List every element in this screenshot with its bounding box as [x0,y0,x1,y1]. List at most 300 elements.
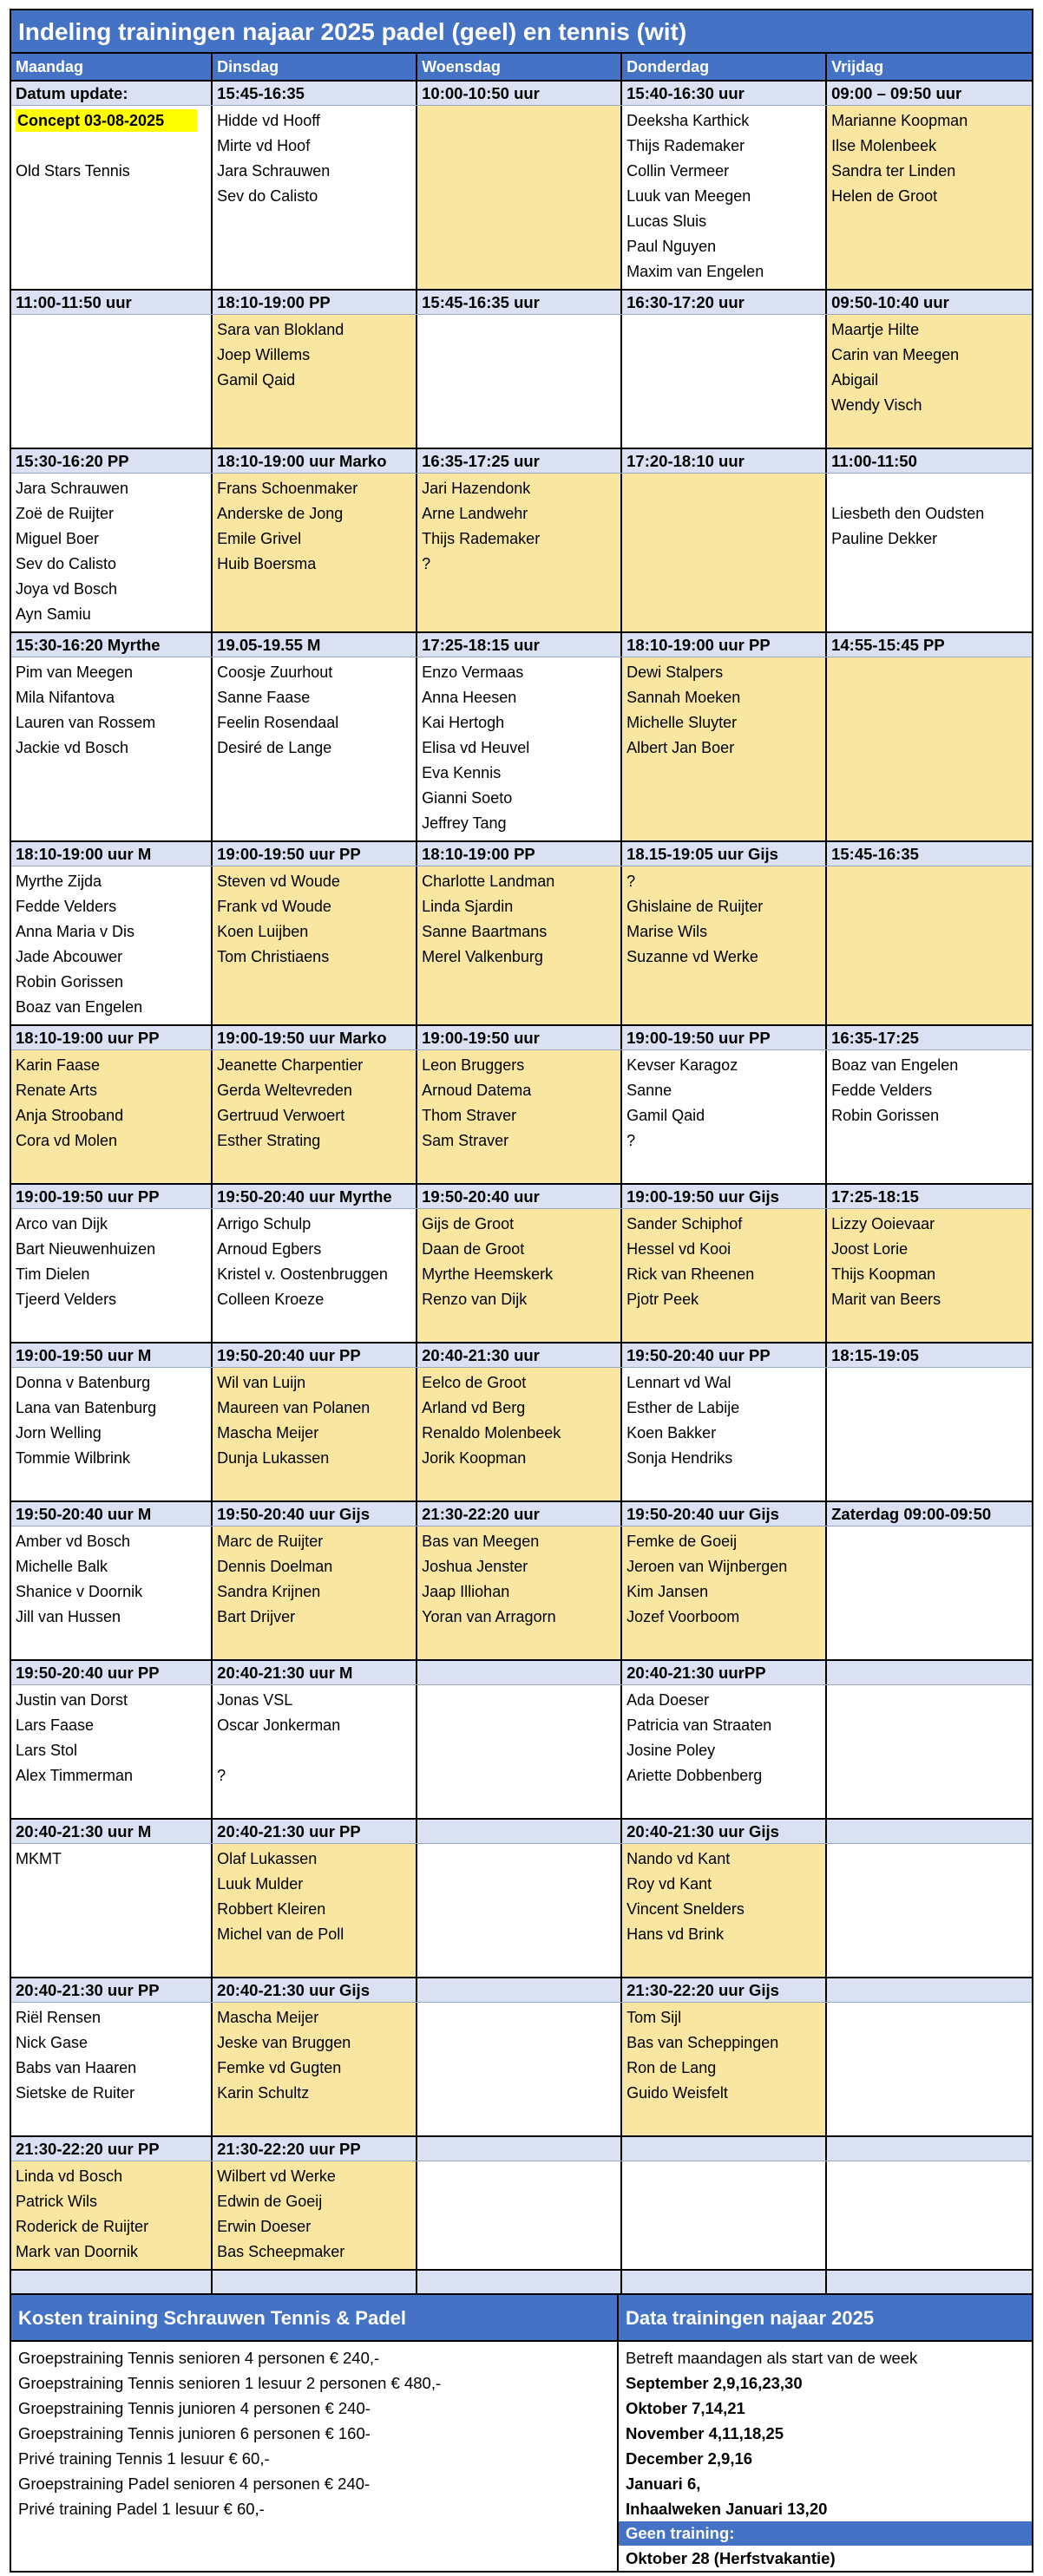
participant-name: Jari Hazendonk [422,480,531,497]
participant-name: Vincent Snelders [626,1900,745,1918]
slot-participants-dinsdag [213,866,417,1024]
participant-name: Boaz van Engelen [831,1056,959,1074]
participant-name: Dunja Lukassen [217,1449,330,1467]
participant-name: Sandra ter Linden [831,162,956,180]
participant-name: Carin van Meegen [831,346,960,363]
participant-name: Joshua Jenster [422,1558,528,1575]
slot-time-label: 18:15-19:05 [831,1346,919,1364]
participant-name: Boaz van Engelen [16,998,143,1016]
participant-name: Sam Straver [422,1132,509,1149]
slot-time-label: 21:30-22:20 uur Gijs [622,1978,827,2002]
slot-time-label: 15:45-16:35 uur [417,291,622,314]
time-block [11,1820,1032,1978]
date-list [619,2370,1032,2521]
participant-name: Sietske de Ruiter [16,2084,135,2102]
participant-name: Jonas VSL [217,1691,293,1709]
kosten-line: Privé training Tennis 1 lesuur € 60,- [18,2449,270,2468]
participant-name: Jackie vd Bosch [16,739,129,756]
slot-time-label: Datum update: [11,82,213,105]
time-block-header-row [11,633,1032,657]
participant-name: Cora vd Molen [16,1132,118,1149]
training-date-line: September 2,9,16,23,30 [626,2374,803,2392]
participant-name: Robin Gorissen [831,1107,940,1124]
participant-name: Suzanne vd Werke [626,948,758,965]
participant-name: Bas van Scheppingen [626,2034,779,2051]
participant-name: ? [626,1132,636,1149]
slot-participants-maandag [11,1685,213,1818]
participant-name: Fedde Velders [831,1082,933,1099]
participant-name: Joost Lorie [831,1240,909,1258]
slot-participants-woensdag [417,474,622,631]
participant-name: Arco van Dijk [16,1215,108,1232]
slot-time-label: 19:50-20:40 uur PP [11,1661,213,1684]
training-date-line: November 4,11,18,25 [626,2424,784,2442]
participant-name: Thijs Koopman [831,1265,936,1283]
participant-name: Myrthe Zijda [16,873,102,890]
time-block [11,1026,1032,1185]
slot-participants-donderdag [622,1527,827,1659]
slot-time-label: 20:40-21:30 uur PP [213,1820,417,1843]
participant-name: Arne Landwehr [422,505,528,522]
slot-time-label [827,1661,1032,1684]
slot-time-label [622,2137,827,2161]
participant-name: Wendy Visch [831,396,922,414]
slot-participants-vrijdag [827,866,1032,1024]
slot-participants-dinsdag [213,1685,417,1818]
slot-time-label [417,1820,622,1843]
participant-name: Robbert Kleiren [217,1900,326,1918]
participant-name: Luuk van Meegen [626,187,751,205]
participant-name: Marit van Beers [831,1291,941,1308]
time-block-body-row [11,1527,1032,1659]
participant-name: Linda vd Bosch [16,2167,123,2185]
slot-participants-woensdag [417,1209,622,1342]
slot-participants-dinsdag [213,2003,417,2135]
participant-name: Kim Jansen [626,1583,709,1600]
participant-name: Ilse Molenbeek [831,137,937,154]
participant-name: Thijs Rademaker [626,137,745,154]
slot-time-label: 15:45-16:35 [831,845,919,863]
slot-participants-woensdag [417,1527,622,1659]
slot-time-label: 11:00-11:50 [831,452,917,470]
slot-participants-vrijdag [827,1685,1032,1818]
slot-participants-vrijdag [827,1209,1032,1342]
participant-name: Lizzy Ooievaar [831,1215,935,1232]
slot-participants-woensdag [417,657,622,840]
geen-training-label: Geen training: [619,2521,1032,2546]
time-block-body-row [11,866,1032,1024]
time-block-body-row [11,1368,1032,1500]
participant-name: Josine Poley [626,1742,716,1759]
participant-name: Lars Faase [16,1716,95,1734]
participant-name: Desiré de Lange [217,739,332,756]
slot-participants-donderdag [622,474,827,631]
participant-name: Karin Faase [16,1056,101,1074]
participant-name: Ada Doeser [626,1691,710,1709]
slot-time-label: 19:50-20:40 uur PP [622,1344,827,1367]
participant-name: Jozef Voorboom [626,1608,740,1625]
participant-name: Femke vd Gugten [217,2059,342,2076]
participant-name: Roy vd Kant [626,1875,712,1893]
participant-name: Bart Nieuwenhuizen [16,1240,156,1258]
slot-participants-donderdag [622,1209,827,1342]
slot-participants-woensdag [417,866,622,1024]
time-block-body-row [11,1685,1032,1818]
participant-name: Liesbeth den Oudsten [831,505,985,522]
day-header-row [11,54,1032,82]
slot-participants-maandag [11,1527,213,1659]
spacer-row [11,2271,1032,2295]
kosten-line: Groepstraining Padel senioren 4 personen € 240- [18,2475,371,2493]
participant-name: Jara Schrauwen [16,480,129,497]
participant-name: Erwin Doeser [217,2218,312,2235]
participant-name: Sander Schiphof [626,1215,743,1232]
slot-time-label: 16:35-17:25 [831,1029,919,1047]
participant-name: Frans Schoenmaker [217,480,358,497]
participant-name: Tjeerd Velders [16,1291,117,1308]
participant-name: Steven vd Woude [217,873,340,890]
participant-name: Edwin de Goeij [217,2193,323,2210]
slot-time-label: 19:00-19:50 uur Gijs [622,1185,827,1208]
participant-name: Esther Strating [217,1132,321,1149]
slot-time-label: 17:25-18:15 [831,1187,919,1206]
time-block-header-row [11,291,1032,315]
participant-name: Jeanette Charpentier [217,1056,364,1074]
participant-name: Marc de Ruijter [217,1533,324,1550]
slot-time-label: 20:40-21:30 uur PP [11,1978,213,2002]
participant-name: MKMT [16,1850,62,1867]
day-header-woensdag: Woensdag [417,54,622,80]
participant-name: Old Stars Tennis [16,162,130,180]
slot-participants-donderdag [622,2161,827,2269]
time-block-body-row [11,474,1032,631]
time-block-body-row [11,657,1032,840]
slot-participants-dinsdag [213,474,417,631]
slot-participants-woensdag [417,2003,622,2135]
participant-name: Lana van Batenburg [16,1399,157,1416]
participant-name: Alex Timmerman [16,1767,134,1784]
participant-name: Sandra Krijnen [217,1583,321,1600]
slot-participants-maandag [11,866,213,1024]
participant-name: Michel van de Poll [217,1925,344,1943]
participant-name: Tom Sijl [626,2009,682,2026]
slot-time-label: 19:00-19:50 uur PP [213,842,417,866]
slot-time-label: 19:50-20:40 uur Gijs [622,1502,827,1526]
participant-name: Arrigo Schulp [217,1215,312,1232]
time-block-body-row [11,1844,1032,1977]
kosten-line: Groepstraining Tennis senioren 1 lesuur 2 personen € 480,- [18,2374,442,2392]
data-trainingen-title: Data trainingen najaar 2025 [619,2295,1032,2342]
participant-name: Jaap Illiohan [422,1583,510,1600]
participant-name: Ron de Lang [626,2059,717,2076]
slot-participants-donderdag [622,1685,827,1818]
participant-name: Helen de Groot [831,187,938,205]
slot-time-label: 20:40-21:30 uur Gijs [213,1978,417,2002]
participant-name: Shanice v Doornik [16,1583,143,1600]
kosten-section [11,2295,619,2571]
participant-name: Gamil Qaid [626,1107,705,1124]
participant-name: Colleen Kroeze [217,1291,325,1308]
spacer-cell [827,2271,1032,2293]
day-header-dinsdag: Dinsdag [213,54,417,80]
participant-name: Kevser Karagoz [626,1056,738,1074]
slot-participants-donderdag [622,1050,827,1183]
slot-participants-woensdag [417,106,622,289]
participant-name: Nando vd Kant [626,1850,731,1867]
bottom-section [11,2295,1032,2571]
participant-name: Jade Abcouwer [16,948,123,965]
participant-name: Wilbert vd Werke [217,2167,336,2185]
participant-name: Ayn Samiu [16,605,91,623]
slot-time-label: 18:10-19:00 uur PP [11,1026,213,1049]
slot-participants-maandag [11,106,213,289]
slot-time-label: 18.15-19:05 uur Gijs [622,842,827,866]
participant-name: Thijs Rademaker [422,530,541,547]
slot-participants-maandag [11,2161,213,2269]
participant-name: Linda Sjardin [422,898,514,915]
slot-time-label [417,1978,622,2002]
participant-name: Jara Schrauwen [217,162,331,180]
participant-name: Gijs de Groot [422,1215,515,1232]
time-block-header-row [11,1978,1032,2003]
slot-participants-donderdag [622,866,827,1024]
slot-time-label: 20:40-21:30 uur Gijs [622,1820,827,1843]
slot-time-label: 21:30-22:20 uur PP [11,2137,213,2161]
participant-name: Arnoud Egbers [217,1240,322,1258]
slot-time-label: 19:00-19:50 uur [417,1026,622,1049]
time-block [11,1661,1032,1820]
participant-name: Sonja Hendriks [626,1449,733,1467]
slot-participants-dinsdag [213,1527,417,1659]
participant-name: Gamil Qaid [217,371,296,389]
participant-name: Jeffrey Tang [422,814,507,832]
spacer-cell [213,2271,417,2293]
slot-time-label: 19:50-20:40 uur Gijs [213,1502,417,1526]
data-trainingen-intro: Betreft maandagen als start van de week [626,2349,918,2367]
participant-name: Kristel v. Oostenbruggen [217,1265,388,1283]
participant-name: Olaf Lukassen [217,1850,318,1867]
participant-name: Sev do Calisto [217,187,318,205]
participant-name: Joya vd Bosch [16,580,118,598]
participant-name: Sannah Moeken [626,689,741,706]
participant-name: Michelle Balk [16,1558,108,1575]
time-block-body-row [11,2161,1032,2269]
slot-time-label: 15:30-16:20 PP [11,449,213,473]
day-header-donderdag: Donderdag [622,54,827,80]
slot-time-label: 09:00 – 09:50 uur [831,84,962,102]
time-block-header-row [11,449,1032,474]
training-date-line: Oktober 7,14,21 [626,2399,745,2417]
slot-participants-woensdag [417,1368,622,1500]
slot-time-label: 19:50-20:40 uur Myrthe [213,1185,417,1208]
slot-participants-donderdag [622,1368,827,1500]
participant-name: Pjotr Peek [626,1291,699,1308]
slot-time-label [827,2137,1032,2161]
slot-participants-maandag [11,657,213,840]
participant-name: Bas Scheepmaker [217,2243,345,2260]
training-date-line: Inhaalweken Januari 13,20 [626,2500,828,2518]
spacer-cell [11,2271,213,2293]
participant-name: ? [422,555,431,572]
time-block [11,291,1032,449]
slot-time-label: 18:10-19:00 uur PP [622,633,827,657]
participant-name: Karin Schultz [217,2084,310,2102]
time-block-header-row [11,1344,1032,1368]
participant-name: Pim van Meegen [16,664,134,681]
day-header-vrijdag: Vrijdag [831,58,884,75]
participant-name: Babs van Haaren [16,2059,137,2076]
time-block-header-row [11,1820,1032,1844]
slot-time-label: 10:00-10:50 uur [417,82,622,105]
participant-name: Abigail [831,371,879,389]
participant-name: Mirte vd Hoof [217,137,311,154]
slot-time-label: 18:10-19:00 PP [213,291,417,314]
participant-name: Anna Maria v Dis [16,923,135,940]
kosten-line: Groepstraining Tennis junioren 4 personen € 240- [18,2399,371,2417]
slot-participants-maandag [11,474,213,631]
time-block [11,1344,1032,1502]
time-block-body-row [11,1050,1032,1183]
participant-name: Mark van Doornik [16,2243,139,2260]
slot-time-label [417,1661,622,1684]
participant-name: Zoë de Ruijter [16,505,115,522]
participant-name: Renate Arts [16,1082,98,1099]
participant-name: Lars Stol [16,1742,78,1759]
slot-participants-vrijdag [827,474,1032,631]
time-block-header-row [11,2137,1032,2161]
slot-participants-donderdag [622,1844,827,1977]
participant-name: Leon Bruggers [422,1056,525,1074]
kosten-line: Groepstraining Tennis senioren 4 personen € 240,- [18,2349,380,2367]
slot-participants-dinsdag [213,106,417,289]
participant-name: Jill van Hussen [16,1608,121,1625]
slot-time-label: 19:00-19:50 uur PP [622,1026,827,1049]
slot-time-label: 19:50-20:40 uur PP [213,1344,417,1367]
participant-name: Sanne Baartmans [422,923,548,940]
participant-name: Michelle Sluyter [626,714,738,731]
kosten-line: Privé training Padel 1 lesuur € 60,- [18,2500,265,2518]
participant-name: Patrick Wils [16,2193,97,2210]
participant-name: Nick Gase [16,2034,89,2051]
participant-name: Maxim van Engelen [626,263,764,280]
participant-name: Hessel vd Kooi [626,1240,731,1258]
participant-name: Gertruud Verwoert [217,1107,345,1124]
time-block [11,1185,1032,1344]
kosten-line: Groepstraining Tennis junioren 6 personen € 160- [18,2424,371,2442]
slot-participants-woensdag [417,1050,622,1183]
spacer-cell [622,2271,827,2293]
slot-participants-vrijdag [827,106,1032,289]
slot-participants-woensdag [417,2161,622,2269]
participant-name: Patricia van Straaten [626,1716,772,1734]
participant-name: Jorn Welling [16,1424,102,1442]
slot-time-label [417,2137,622,2161]
participant-name: Justin van Dorst [16,1691,128,1709]
schedule-grid [11,82,1032,2271]
participant-name: Daan de Groot [422,1240,525,1258]
participant-name: Guido Weisfelt [626,2084,728,2102]
participant-name: ? [626,873,636,890]
slot-participants-vrijdag [827,2161,1032,2269]
participant-name: Merel Valkenburg [422,948,543,965]
participant-name: Feelin Rosendaal [217,714,339,731]
slot-time-label: 16:35-17:25 uur [417,449,622,473]
slot-time-label: 19:00-19:50 uur Marko [213,1026,417,1049]
time-block [11,449,1032,633]
participant-name [16,134,211,159]
day-header-maandag: Maandag [11,54,213,80]
time-block-body-row [11,315,1032,448]
participant-name [831,476,1032,501]
participant-name: Eva Kennis [422,764,502,781]
slot-time-label: 19.05-19.55 M [213,633,417,657]
time-block [11,633,1032,842]
participant-name: Lennart vd Wal [626,1374,731,1391]
slot-participants-dinsdag [213,657,417,840]
slot-participants-dinsdag [213,315,417,448]
participant-name: Coosje Zuurhout [217,664,333,681]
time-block-body-row [11,1209,1032,1342]
spacer-cell [417,2271,622,2293]
slot-time-label: 16:30-17:20 uur [622,291,827,314]
slot-time-label: 20:40-21:30 uur M [213,1661,417,1684]
participant-name: Oscar Jonkerman [217,1716,341,1734]
participant-name: Luuk Mulder [217,1875,304,1893]
participant-name: Gerda Weltevreden [217,1082,352,1099]
slot-time-label: 15:30-16:20 Myrthe [11,633,213,657]
participant-name: Frank vd Woude [217,898,331,915]
data-trainingen-section [619,2295,1032,2571]
participant-name: Dewi Stalpers [626,664,724,681]
slot-time-label: 21:30-22:20 uur PP [213,2137,417,2161]
schedule-sheet [10,9,1033,2573]
participant-name: Jeroen van Wijnbergen [626,1558,788,1575]
slot-participants-donderdag [622,106,827,289]
slot-participants-vrijdag [827,1368,1032,1500]
slot-time-label: 19:00-19:50 uur PP [11,1185,213,1208]
slot-time-label: 18:10-19:00 PP [417,842,622,866]
participant-name: Rick van Rheenen [626,1265,755,1283]
slot-participants-vrijdag [827,1527,1032,1659]
participant-name: Lucas Sluis [626,212,707,230]
slot-participants-woensdag [417,1844,622,1977]
slot-time-label: 17:25-18:15 uur [417,633,622,657]
time-block [11,2137,1032,2271]
participant-name: Eelco de Groot [422,1374,527,1391]
participant-name: Fedde Velders [16,898,117,915]
participant-name: Renzo van Dijk [422,1291,528,1308]
participant-name: Roderick de Ruijter [16,2218,149,2235]
time-block-header-row [11,1026,1032,1050]
participant-name: Maartje Hilte [831,321,920,338]
participant-name [217,1738,416,1763]
participant-name: Anja Strooband [16,1107,124,1124]
slot-participants-maandag [11,1050,213,1183]
participant-name: Paul Nguyen [626,238,717,255]
concept-badge: Concept 03-08-2025 [16,109,197,132]
time-block-body-row [11,2003,1032,2135]
participant-name: Maureen van Polanen [217,1399,371,1416]
slot-participants-donderdag [622,315,827,448]
participant-name: Koen Luijben [217,923,309,940]
participant-name: ? [217,1767,226,1784]
participant-name: Myrthe Heemskerk [422,1265,554,1283]
page-title: Indeling trainingen najaar 2025 padel (geel) en tennis (wit) [11,10,1032,54]
participant-name: Tommie Wilbrink [16,1449,131,1467]
participant-name: Koen Bakker [626,1424,717,1442]
slot-participants-dinsdag [213,1209,417,1342]
participant-name: Sara van Blokland [217,321,344,338]
